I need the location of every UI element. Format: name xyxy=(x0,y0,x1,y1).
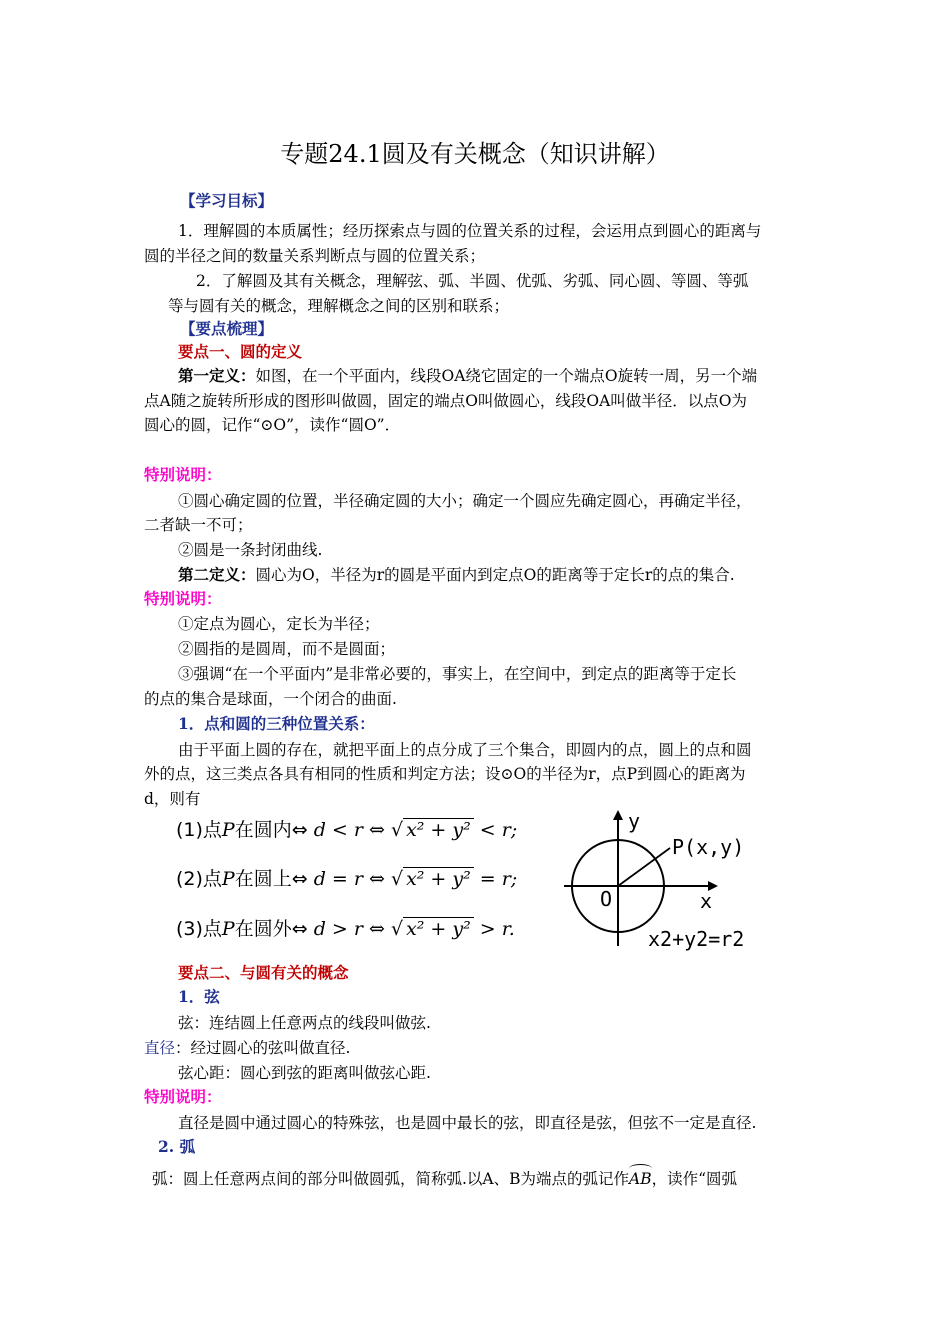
relation-line-3: d，则有 xyxy=(144,790,201,808)
definition2-label: 第二定义： xyxy=(178,565,256,584)
note3-text: 直径是圆中通过圆心的特殊弦，也是圆中最长的弦，即直径是弦，但弦不一定是直径. xyxy=(178,1114,757,1132)
relation-line-2: 外的点，这三类点各具有相同的性质和判定方法；设⊙O的半径为r，点P到圆心的距离为 xyxy=(144,765,746,783)
formula-end: > r. xyxy=(479,918,515,940)
point2-heading: 要点二、与圆有关的概念 xyxy=(178,963,349,982)
definition1-line-3: 圆心的圆，记作“⊙O”，读作“圆O”． xyxy=(144,416,401,434)
point-p-label: P(x,y) xyxy=(672,835,745,859)
definition1-line-1 xyxy=(178,365,757,387)
diameter-definition-line xyxy=(144,1037,350,1059)
formula-condition: 在圆外⇔ xyxy=(234,918,308,940)
definition1-label: 第一定义： xyxy=(178,366,256,385)
chord-distance-definition: 弦心距：圆心到弦的距离叫做弦心距. xyxy=(178,1064,431,1082)
point-symbol: P xyxy=(221,918,235,940)
objective-2-line-1: 2．了解圆及其有关概念，理解弦、弧、半圆、优弧、劣弧、同心圆、等圆、等弧 xyxy=(196,272,749,290)
formula-inside: (1)点P在圆内⇔ d < r ⇔ √ x² + y² < r; xyxy=(176,819,518,841)
formula-end: < r; xyxy=(479,819,518,841)
definition2-line xyxy=(178,564,735,586)
formula-relation: d > r ⇔ xyxy=(313,918,385,940)
formula-on: (2)点P在圆上⇔ d = r ⇔ √ x² + y² = r; xyxy=(176,868,518,890)
arc-reading: ，读作“圆弧 xyxy=(651,1170,738,1188)
special-note-label-3: 特别说明： xyxy=(144,1087,222,1106)
definition1-text: 如图，在一个平面内，线段OA绕它固定的一个端点O旋转一周，另一个端 xyxy=(255,367,758,385)
formula-condition: 在圆上⇔ xyxy=(234,868,308,890)
y-axis-label: y xyxy=(628,809,641,833)
point-symbol: P xyxy=(221,868,235,890)
relation-heading: 1．点和圆的三种位置关系： xyxy=(178,714,375,733)
definition2-text: 圆心为O，半径为r的圆是平面内到定点O的距离等于定长r的点的集合. xyxy=(255,566,735,584)
diameter-label: 直径 xyxy=(144,1039,176,1057)
formula-condition: 在圆内⇔ xyxy=(234,819,308,841)
x-axis-label: x xyxy=(700,889,713,913)
formula-radicand: x² + y² xyxy=(403,917,474,940)
objective-2-line-2: 等与圆有关的概念，理解概念之间的区别和联系； xyxy=(168,297,510,315)
origin-label: O xyxy=(600,887,613,911)
page-title: 专题24.1圆及有关概念（知识讲解） xyxy=(280,140,670,168)
y-axis-arrow xyxy=(613,810,623,820)
formula-number: (3)点 xyxy=(176,918,222,940)
formula-relation: d = r ⇔ xyxy=(313,868,385,890)
note1-line-1: ①圆心确定圆的位置，半径确定圆的大小；确定一个圆应先确定圆心，再确定半径， xyxy=(178,492,752,510)
note1-line-3: ②圆是一条封闭曲线. xyxy=(178,541,323,559)
formula-outside: (3)点P在圆外⇔ d > r ⇔ √ x² + y² > r. xyxy=(176,918,515,940)
arc-heading: 2. 弧 xyxy=(158,1137,196,1156)
arc-symbol: AB xyxy=(629,1170,652,1188)
objectives-heading: 【学习目标】 xyxy=(180,191,274,210)
arc-definition: 弧：圆上任意两点间的部分叫做圆弧，简称弧.以A、B为端点的弧记作 xyxy=(152,1170,630,1188)
circle-coordinate-figure xyxy=(560,806,780,956)
radius-segment xyxy=(618,848,670,886)
note2-item-3-line-1: ③强调“在一个平面内”是非常必要的，事实上，在空间中，到定点的距离等于定长 xyxy=(178,665,737,683)
note2-item-2: ②圆指的是圆周，而不是圆面； xyxy=(178,640,396,658)
circle-equation: x2+y2=r2 xyxy=(648,927,745,951)
special-note-label-2: 特别说明： xyxy=(144,589,222,608)
formula-radicand: x² + y² xyxy=(403,818,474,841)
objective-1-line-2: 圆的半径之间的数量关系判断点与圆的位置关系； xyxy=(144,247,486,265)
definition1-line-2: 点A随之旋转所形成的图形叫做圆，固定的端点O叫做圆心，线段OA叫做半径．以点O为 xyxy=(144,392,748,410)
note2-item-1: ①定点为圆心，定长为半径； xyxy=(178,615,380,633)
relation-line-1: 由于平面上圆的存在，就把平面上的点分成了三个集合，即圆内的点，圆上的点和圆 xyxy=(178,741,752,759)
chord-definition: 弦：连结圆上任意两点的线段叫做弦. xyxy=(178,1014,431,1032)
point-symbol: P xyxy=(221,819,235,841)
special-note-label-1: 特别说明： xyxy=(144,465,222,484)
formula-radicand: x² + y² xyxy=(403,867,474,890)
note2-item-3-line-2: 的点的集合是球面，一个闭合的曲面. xyxy=(144,690,397,708)
diameter-definition: ：经过圆心的弦叫做直径. xyxy=(175,1039,351,1057)
keypoints-heading: 【要点梳理】 xyxy=(180,319,274,338)
objective-1-line-1: 1．理解圆的本质属性；经历探索点与圆的位置关系的过程，会运用点到圆心的距离与 xyxy=(178,222,762,240)
point1-heading: 要点一、圆的定义 xyxy=(178,342,303,361)
formula-end: = r; xyxy=(479,868,518,890)
arc-definition-line xyxy=(152,1168,737,1190)
formula-number: (2)点 xyxy=(176,868,222,890)
formula-number: (1)点 xyxy=(176,819,222,841)
chord-heading: 1．弦 xyxy=(178,987,220,1006)
formula-relation: d < r ⇔ xyxy=(313,819,385,841)
note1-line-2: 二者缺一不可； xyxy=(144,516,253,534)
